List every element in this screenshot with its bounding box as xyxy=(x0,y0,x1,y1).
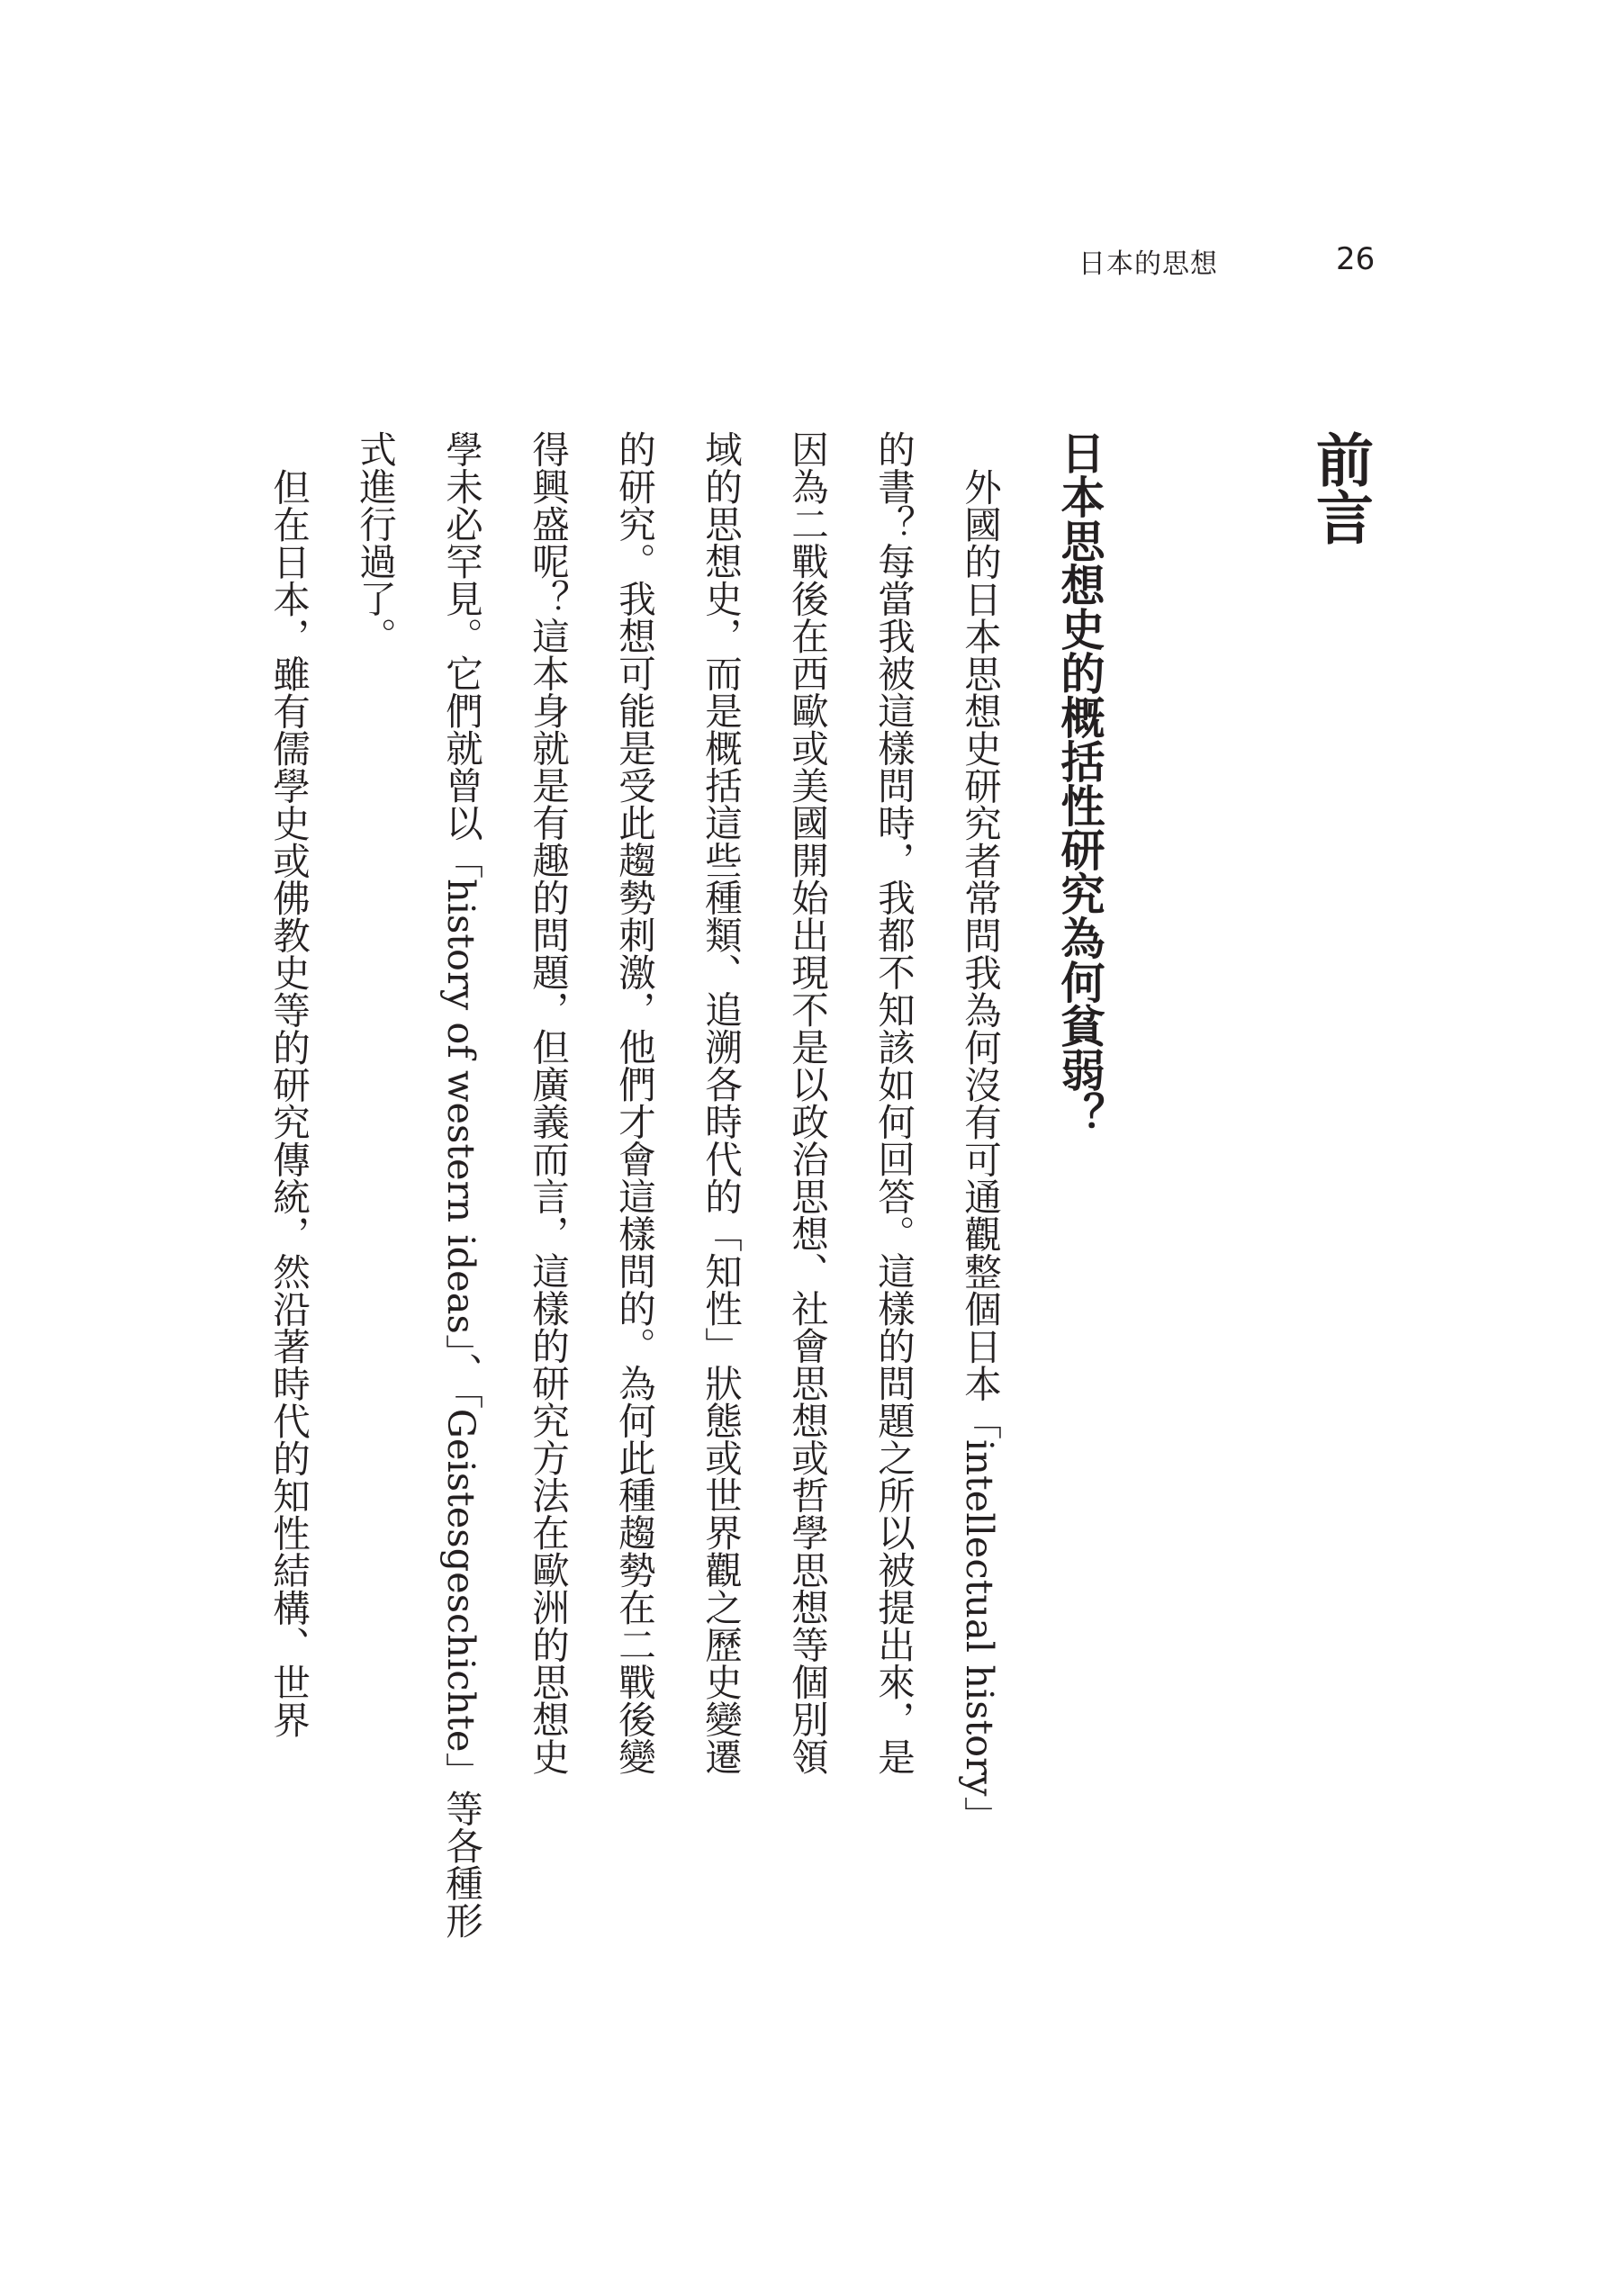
paragraph-1 xyxy=(331,430,1023,2051)
text-line: 式進行過了。 xyxy=(353,430,397,654)
text-line: 的書？每當我被這樣問時，我都不知該如何回答。這樣的問題之所以被提出來，是 xyxy=(871,430,916,1775)
paragraph-2 xyxy=(245,430,331,2051)
text-line: 因為二戰後在西歐或美國開始出現不是以政治思想、社會思想或哲學思想等個別領 xyxy=(785,430,829,1775)
text-line: 域的思想史，而是概括這些種類、追溯各時代的「知性」狀態或世界觀之歷史變遷 xyxy=(699,430,743,1775)
body-text xyxy=(245,430,1023,2051)
text-line: 但在日本，雖有儒學史或佛教史等的研究傳統，然沿著時代的知性結構、世界 xyxy=(266,467,311,1738)
page-number: 26 xyxy=(1336,241,1376,277)
text-line: 學未必罕見。它們就曾以「history of western ideas」、「Geistesgeschichte」等各種形 xyxy=(439,430,483,1939)
chapter-title: 前言 xyxy=(1306,430,1373,545)
running-title: 日本的思想 xyxy=(1078,248,1218,280)
text-line: 的研究。我想可能是受此趨勢刺激，他們才會這樣問的。為何此種趨勢在二戰後變 xyxy=(612,430,656,1775)
text-line: 外國的日本思想史研究者常問我為何沒有可通觀整個日本「intellectual history」 xyxy=(958,467,1002,1834)
section-heading: 日本思想史的概括性研究為何貧弱？ xyxy=(1054,430,1105,1136)
text-line: 得興盛呢？這本身就是有趣的問題，但廣義而言，這樣的研究方法在歐洲的思想史 xyxy=(526,430,570,1775)
